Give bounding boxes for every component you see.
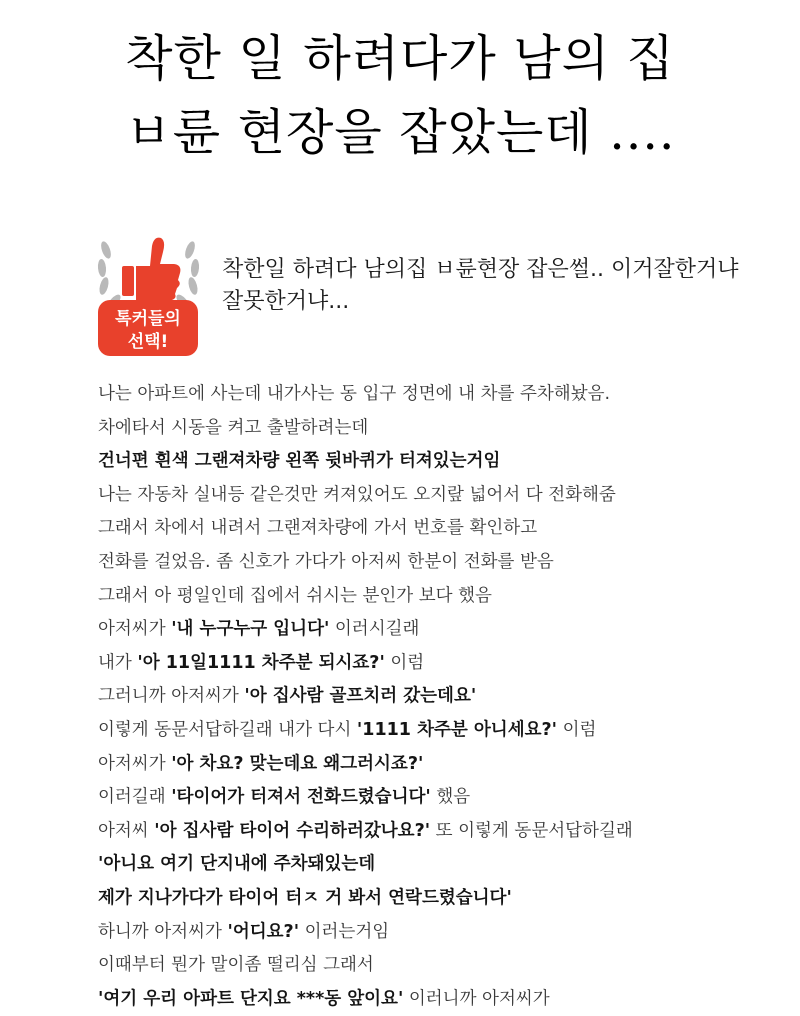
body-line-text: 이렇게 동문서답하길래 내가 다시 — [98, 719, 357, 740]
body-line: 건너편 흰색 그랜져차량 왼쪽 뒷바퀴가 터져있는거임 — [98, 451, 501, 472]
body-line — [98, 647, 778, 681]
headline — [0, 22, 800, 170]
body-line-text: 했음 — [430, 787, 471, 808]
body-line-quote: '타이어가 터져서 전화드렸습니다' — [171, 787, 431, 808]
body-line-text: 아저씨가 — [98, 753, 172, 774]
badge-label-2: 선택! — [127, 332, 169, 352]
body-line: 제가 지나가다가 타이어 터ㅈ 거 봐서 연락드렸습니다' — [98, 887, 512, 908]
body-line — [98, 613, 778, 647]
body-line-text: 이러니까 아저씨가 — [403, 988, 550, 1009]
body-line-quote: '아 집사람 타이어 수리하러갔나요?' — [154, 820, 431, 841]
body-line-text: 이러시길래 — [329, 619, 420, 640]
body-line: 이때부터 뭔가 말이좀 떨리심 그래서 — [98, 955, 374, 976]
thumbs-up-laurel-icon — [94, 228, 204, 358]
body-line-text: 이러길래 — [98, 787, 172, 808]
body-line — [98, 781, 778, 815]
body-line — [98, 916, 778, 950]
headline-line-2: ㅂ륜 현장을 잡았는데 .... — [124, 104, 676, 161]
body-line: 그래서 아 평일인데 집에서 쉬시는 분인가 보다 했음 — [98, 585, 492, 606]
body-line: 나는 자동차 실내등 같은것만 켜져있어도 오지랖 넓어서 다 전화해줌 — [98, 484, 616, 505]
body-line — [98, 680, 778, 714]
body-line — [98, 748, 778, 782]
body-line-text: 내가 — [98, 652, 138, 673]
body-line-text: 또 이렇게 동문서답하길래 — [430, 820, 633, 841]
body-line-quote: '아 집사람 골프치러 갔는데요' — [244, 686, 477, 707]
body-line-text: 하니까 아저씨가 — [98, 921, 228, 942]
tokker-choice-badge — [94, 228, 204, 358]
body-line: 전화를 걸었음. 좀 신호가 가다가 아저씨 한분이 전화를 받음 — [98, 551, 554, 572]
body-line-quote: '1111 차주분 아니세요?' — [356, 719, 558, 740]
body-line-text: 이럼 — [557, 719, 597, 740]
badge-label-1: 톡커들의 — [115, 309, 181, 329]
body-line-quote: '내 누구누구 입니다' — [171, 619, 330, 640]
body-line-quote: '아 11일1111 차주분 되시죠?' — [137, 652, 385, 673]
post-body — [98, 378, 778, 1016]
body-line — [98, 983, 778, 1016]
body-line-quote: '어디요?' — [227, 921, 300, 942]
body-line: 그래서 차에서 내려서 그랜져차량에 가서 번호를 확인하고 — [98, 518, 538, 539]
headline-line-1: 착한 일 하려다가 남의 집 — [125, 30, 675, 87]
body-line-text: 그러니까 아저씨가 — [98, 686, 245, 707]
body-line-text: 이러는거임 — [299, 921, 390, 942]
body-line-quote: '아 차요? 맞는데요 왜그러시죠?' — [171, 753, 424, 774]
body-line: 나는 아파트에 사는데 내가사는 동 입구 정면에 내 차를 주차해놨음. — [98, 384, 611, 404]
body-line: '아니요 여기 단지내에 주차돼있는데 — [98, 854, 376, 875]
body-line-quote: '여기 우리 아파트 단지요 ***동 앞이요' — [98, 988, 404, 1009]
body-line-text: 이럼 — [384, 652, 425, 673]
body-line-text: 아저씨 — [98, 820, 155, 841]
body-line — [98, 815, 778, 849]
body-line: 차에타서 시동을 켜고 출발하려는데 — [98, 417, 369, 438]
post-title: 착한일 하려다 남의집 ㅂ륜현장 잡은썰.. 이거잘한거냐 잘못한거냐... — [222, 257, 739, 314]
body-line-text: 아저씨가 — [98, 619, 172, 640]
body-line — [98, 714, 778, 748]
